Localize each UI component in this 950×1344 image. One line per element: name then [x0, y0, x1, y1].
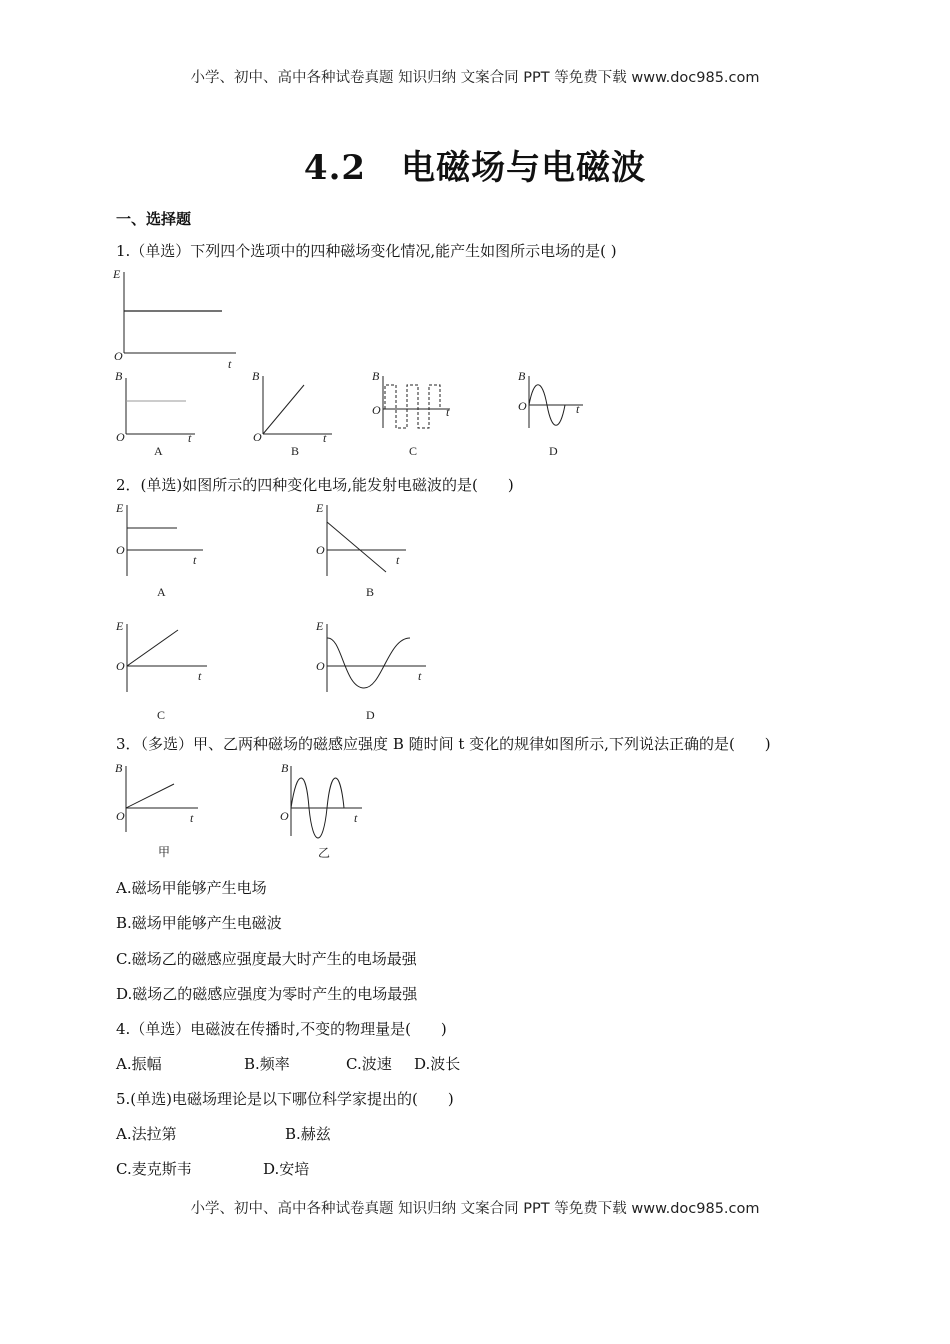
q2c-t-label: t — [198, 669, 202, 683]
yi-b-label: B — [281, 761, 289, 775]
q3-option-a: A.磁场甲能够产生电场 — [116, 879, 267, 897]
page-title: 4.2 电磁场与电磁波 — [303, 148, 647, 188]
jia-caption: 甲 — [158, 845, 171, 859]
q5-option-d: D.安培 — [263, 1160, 310, 1178]
q2c-caption: C — [157, 708, 166, 722]
q2a-caption: A — [157, 585, 166, 599]
q2b-origin: O — [316, 543, 325, 557]
q1b-t-label: t — [323, 431, 327, 445]
q1a-b-label: B — [115, 369, 123, 383]
yi-caption: 乙 — [318, 846, 331, 860]
q1a-origin: O — [116, 430, 125, 444]
q1-main-t-label: t — [228, 357, 232, 371]
yi-origin: O — [280, 809, 289, 823]
page-footer: 小学、初中、高中各种试卷真题 知识归纳 文案合同 PPT 等免费下载 www.doc985.com — [190, 1201, 760, 1217]
q1d-t-label: t — [576, 402, 580, 416]
question-3-stem: 3．（多选）甲、乙两种磁场的磁感应强度 B 随时间 t 变化的规律如图所示,下列说法正确的是( ) — [116, 735, 771, 753]
page-header: 小学、初中、高中各种试卷真题 知识归纳 文案合同 PPT 等免费下载 www.doc985.com — [190, 70, 760, 86]
q2c-e-label: E — [116, 619, 124, 633]
q2c-origin: O — [116, 659, 125, 673]
q2d-e-label: E — [316, 619, 324, 633]
q1d-origin: O — [518, 399, 527, 413]
q1-main-e-label: E — [113, 267, 121, 281]
q2a-e-label: E — [116, 501, 124, 515]
q5-option-a: A.法拉第 — [116, 1125, 177, 1143]
q2d-origin: O — [316, 659, 325, 673]
q3-option-c: C.磁场乙的磁感应强度最大时产生的电场最强 — [116, 950, 417, 968]
q1d-caption: D — [549, 444, 558, 458]
jia-b-label: B — [115, 761, 123, 775]
question-4-stem: 4.（单选）电磁波在传播时,不变的物理量是( ) — [116, 1020, 447, 1038]
q1a-caption: A — [154, 444, 163, 458]
q3-option-d: D.磁场乙的磁感应强度为零时产生的电场最强 — [116, 985, 418, 1003]
section-heading: 一、选择题 — [116, 210, 192, 228]
yi-t-label: t — [354, 811, 358, 825]
q1a-t-label: t — [188, 431, 192, 445]
q1b-origin: O — [253, 430, 262, 444]
q1c-caption: C — [409, 444, 418, 458]
q4-option-b: B.频率 — [244, 1055, 290, 1073]
jia-b-curve — [126, 784, 174, 808]
jia-t-label: t — [190, 811, 194, 825]
q4-option-a: A.振幅 — [116, 1055, 162, 1073]
q2a-origin: O — [116, 543, 125, 557]
q1c-b-label: B — [372, 369, 380, 383]
q1d-b-label: B — [518, 369, 526, 383]
q1-main-origin: O — [114, 349, 123, 363]
q2b-caption: B — [366, 585, 375, 599]
q3-option-b: B.磁场甲能够产生电磁波 — [116, 914, 282, 932]
q1b-caption: B — [291, 444, 300, 458]
q5-option-c: C.麦克斯韦 — [116, 1160, 192, 1178]
q1c-origin: O — [372, 403, 381, 417]
q2d-t-label: t — [418, 669, 422, 683]
question-1-stem: 1.（单选）下列四个选项中的四种磁场变化情况,能产生如图所示电场的是( ) — [116, 242, 617, 260]
q1b-b-label: B — [252, 369, 260, 383]
q2b-t-label: t — [396, 553, 400, 567]
q2a-t-label: t — [193, 553, 197, 567]
q1c-t-label: t — [446, 405, 450, 419]
question-5-stem: 5.(单选)电磁场理论是以下哪位科学家提出的( ) — [116, 1090, 454, 1108]
q4-option-d: D.波长 — [414, 1055, 461, 1073]
q5-option-b: B.赫兹 — [285, 1125, 331, 1143]
q4-option-c: C.波速 — [346, 1055, 392, 1073]
jia-origin: O — [116, 809, 125, 823]
question-2-stem: 2．(单选)如图所示的四种变化电场,能发射电磁波的是( ) — [116, 476, 514, 494]
q2d-caption: D — [366, 708, 375, 722]
q2b-e-label: E — [316, 501, 324, 515]
